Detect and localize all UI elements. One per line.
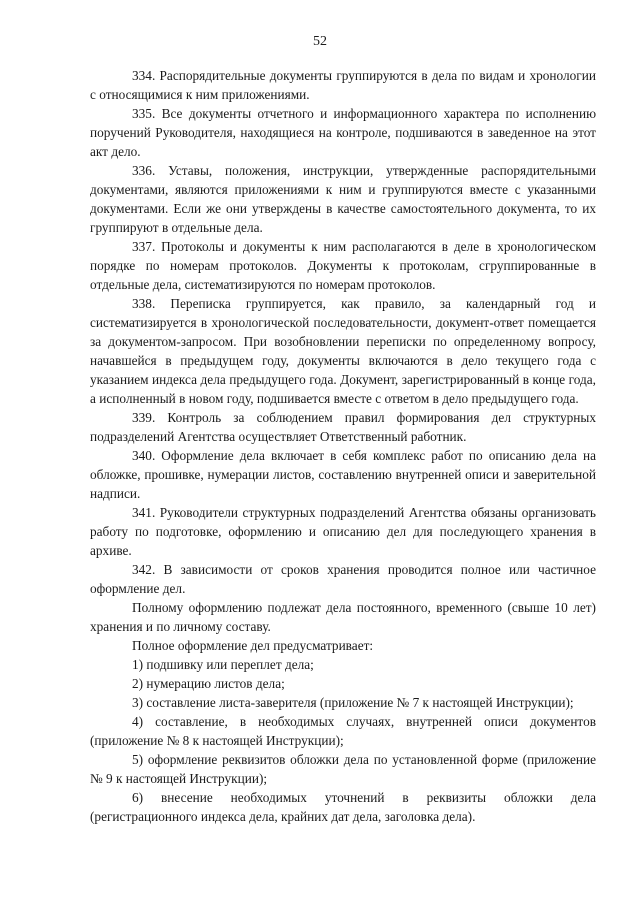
- paragraph-337: 337. Протоколы и документы к ним располагаются в деле в хронологическом порядке по номерам протоколов. Документы к протоколам, сгруппированные в отдельные дела, систематизируются по номерам протоколов.: [90, 239, 596, 292]
- paragraph-334: 334. Распорядительные документы группируются в дела по видам и хронологии с относящимися к ним приложениями.: [90, 68, 596, 102]
- list-item-6: 6) внесение необходимых уточнений в реквизиты обложки дела (регистрационного индекса дела, крайних дат дела, заголовка дела).: [90, 790, 596, 824]
- paragraph-full-processing: Полному оформлению подлежат дела постоянного, временного (свыше 10 лет) хранения и по личному составу.: [90, 600, 596, 634]
- paragraph-340: 340. Оформление дела включает в себя комплекс работ по описанию дела на обложке, прошивке, нумерации листов, составлению внутренней описи и заверительной надписи.: [90, 448, 596, 501]
- paragraph-full-processing-intro: Полное оформление дел предусматривает:: [132, 638, 374, 653]
- list-item-1: 1) подшивку или переплет дела;: [132, 657, 314, 672]
- paragraph-341: 341. Руководители структурных подразделений Агентства обязаны организовать работу по подготовке, оформлению и описанию дел для последующего хранения в архиве.: [90, 505, 596, 558]
- paragraph-339: 339. Контроль за соблюдением правил формирования дел структурных подразделений Агентства осуществляет Ответственный работник.: [90, 410, 596, 444]
- list-item-5: 5) оформление реквизитов обложки дела по установленной форме (приложение № 9 к настоящей Инструкции);: [90, 752, 596, 786]
- page-body: [90, 66, 596, 826]
- page-number: 52: [313, 34, 327, 49]
- list-item-4: 4) составление, в необходимых случаях, внутренней описи документов (приложение № 8 к настоящей Инструкции);: [90, 714, 596, 748]
- paragraph-342: 342. В зависимости от сроков хранения проводится полное или частичное оформление дел.: [90, 562, 596, 596]
- list-item-3: 3) составление листа-заверителя (приложение № 7 к настоящей Инструкции);: [132, 695, 574, 710]
- list-item-2: 2) нумерацию листов дела;: [132, 676, 285, 691]
- paragraph-335: 335. Все документы отчетного и информационного характера по исполнению поручений Руководителя, находящиеся на контроле, подшиваются в заведенное на этот акт дело.: [90, 106, 596, 159]
- paragraph-338: 338. Переписка группируется, как правило, за календарный год и систематизируется в хронологической последовательности, документ-ответ помещается за документом-запросом. При возобновлении переписки по определенному вопросу, начавшейся в предыдущем году, документы включаются в дело текущего года с указанием индекса дела предыдущего года. Документ, зарегистрированный в конце года, а исполненный в новом году, подшивается вместе с ответом в дело предыдущего года.: [90, 296, 596, 406]
- paragraph-336: 336. Уставы, положения, инструкции, утвержденные распорядительными документами, являются приложениями к ним и группируются вместе с указанными документами. Если же они утверждены в качестве самостоятельного документа, то их группируют в отдельные дела.: [90, 163, 596, 235]
